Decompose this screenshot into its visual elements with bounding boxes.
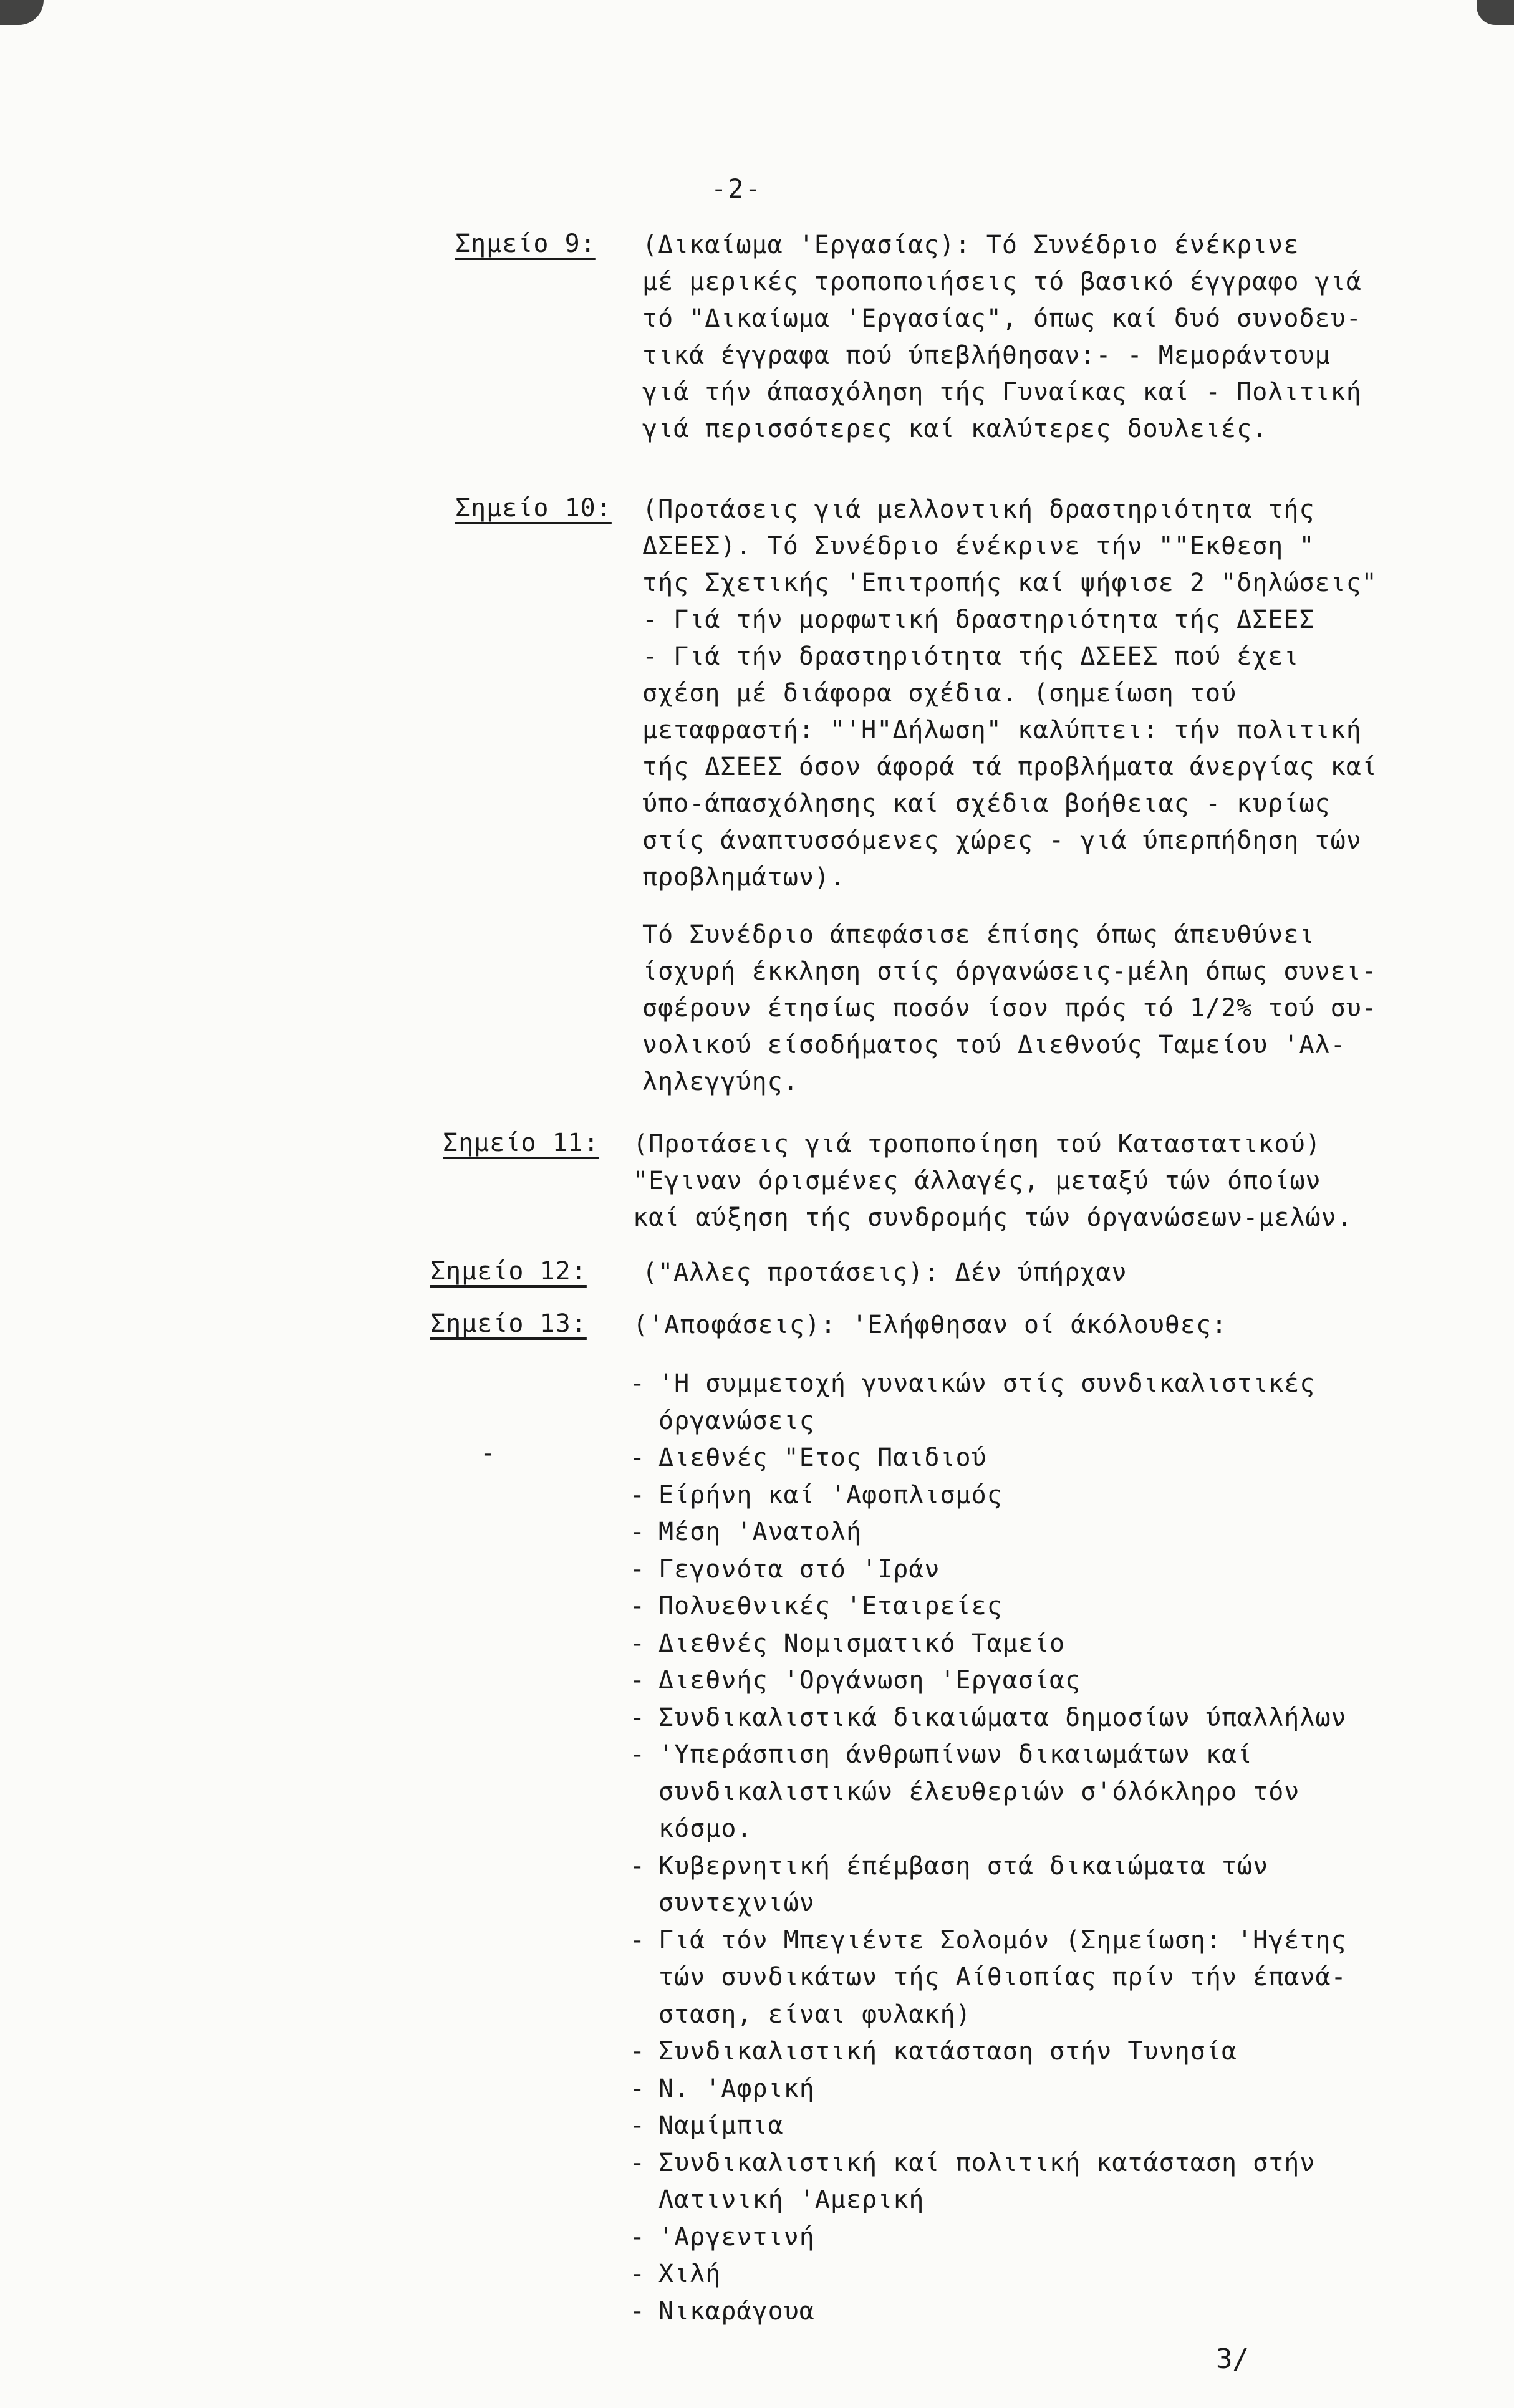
section-paragraph <box>642 917 1428 1100</box>
list-item: - Γιά τόν Μπεγιέντε Σολομόν (Σημείωση: 'Ηγέτης τών συνδικάτων τής Αίθιοπίας πρίν τήν έπανά- σταση, είναι φυλακή) <box>630 1925 1347 2029</box>
text-line: ληλεγγύης. <box>642 1067 799 1096</box>
text-line: ύπο-άπασχόλησης καί σχέδια βοήθειας - κυρίως <box>642 789 1331 818</box>
section-label: Σημείο 11: <box>443 1129 599 1157</box>
text-line: σφέρουν έτησίως ποσόν ίσον πρός τό 1/2% τού συ- <box>642 994 1377 1023</box>
text-line: προβλημάτων). <box>642 863 846 892</box>
text-line: - Γιά τήν δραστηριότητα τής ΔΣΕΕΣ πού έχει <box>642 642 1299 671</box>
list-item: - Συνδικαλιστικά δικαιώματα δημοσίων ύπαλλήλων <box>630 1703 1347 1732</box>
scan-artifact <box>1477 0 1514 25</box>
text-line: ΔΣΕΕΣ). Τό Συνέδριο ένέκρινε τήν ""Εκθεση " <box>642 532 1315 561</box>
text-line: μέ μερικές τροποποιήσεις τό βασικό έγγραφο γιά <box>642 267 1362 296</box>
list-item: - Γεγονότα στό 'Ιράν <box>630 1554 940 1584</box>
section-label: Σημείο 9: <box>455 229 596 258</box>
text-line: τής ΔΣΕΕΣ όσον άφορά τά προβλήματα άνεργίας καί <box>642 753 1377 781</box>
list-item: - 'Η συμμετοχή γυναικών στίς συνδικαλιστικές όργανώσεις <box>630 1369 1316 1435</box>
text-line: τής Σχετικής 'Επιτροπής καί ψήφισε 2 "δηλώσεις" <box>642 569 1377 597</box>
section-text <box>642 1255 1428 1291</box>
text-line: στίς άναπτυσσόμενες χώρες - γιά ύπερπήδηση τών <box>642 826 1362 855</box>
text-line: νολικού είσοδήματος τού Διεθνούς Ταμείου 'Αλ- <box>642 1031 1346 1059</box>
list-item: - Διεθνές Νομισματικό Ταμείο <box>630 1629 1066 1658</box>
text-line: γιά περισσότερες καί καλύτερες δουλειές. <box>642 415 1268 443</box>
text-line: Τό Συνέδριο άπεφάσισε έπίσης όπως άπευθύνει <box>642 920 1315 949</box>
list-item: - Συνδικαλιστική κατάσταση στήν Τυνησία <box>630 2037 1238 2066</box>
section-label: Σημείο 13: <box>430 1309 587 1338</box>
margin-mark: - <box>480 1439 496 1468</box>
section-label: Σημείο 10: <box>455 494 612 523</box>
section-text <box>642 227 1428 448</box>
list-item: - Ναμίμπια <box>630 2111 784 2140</box>
page-number: -2- <box>711 173 762 204</box>
text-line: ('Αποφάσεις): 'Ελήφθησαν οί άκόλουθες: <box>633 1311 1228 1339</box>
text-line: ίσχυρή έκκληση στίς όργανώσεις-μέλη όπως συνει- <box>642 957 1377 986</box>
text-line: καί αύξηση τής συνδρομής τών όργανώσεων-μελών. <box>633 1203 1352 1232</box>
list-item: - Κυβερνητική έπέμβαση στά δικαιώματα τών συντεχνιών <box>630 1851 1269 1917</box>
list-item: - 'Αργεντινή <box>630 2222 815 2251</box>
list-item: - Διεθνές "Ετος Παιδιού <box>630 1443 987 1472</box>
list-item: - Είρήνη καί 'Αφοπλισμός <box>630 1480 1003 1510</box>
list-item: - Μέση 'Ανατολή <box>630 1518 862 1546</box>
text-line: ("Αλλες προτάσεις): Δέν ύπήρχαν <box>642 1258 1127 1287</box>
section-text <box>633 1307 1419 1344</box>
list-item: - Συνδικαλιστική καί πολιτική κατάσταση στήν Λατινική 'Αμερική <box>630 2148 1316 2214</box>
resolutions-list <box>630 1365 1347 2330</box>
list-item: - Χιλή <box>630 2260 721 2288</box>
text-line: (Προτάσεις γιά μελλοντική δραστηριότητα τής <box>642 495 1315 524</box>
text-line: μεταφραστή: "'Η"Δήλωση" καλύπτει: τήν πολιτική <box>642 716 1362 744</box>
list-item: - 'Υπεράσπιση άνθρωπίνων δικαιωμάτων καί συνδικαλιστικών έλευθεριών σ'όλόκληρο τόν κόσμο. <box>630 1740 1300 1843</box>
text-line: (Προτάσεις γιά τροποποίηση τού Καταστατικού) <box>633 1130 1321 1158</box>
text-line: γιά τήν άπασχόληση τής Γυναίκας καί - Πολιτική <box>642 378 1362 407</box>
text-line: σχέση μέ διάφορα σχέδια. (σημείωση τού <box>642 679 1237 708</box>
section-label: Σημείο 12: <box>430 1257 587 1286</box>
list-item: - Νικαράγουα <box>630 2296 815 2326</box>
list-item: - Διεθνής 'Οργάνωση 'Εργασίας <box>630 1666 1081 1695</box>
text-line: (Δικαίωμα 'Εργασίας): Τό Συνέδριο ένέκρινε <box>642 231 1299 259</box>
list-item: - Ν. 'Αφρική <box>630 2074 815 2103</box>
scan-artifact <box>0 0 44 25</box>
text-line: τό "Δικαίωμα 'Εργασίας", όπως καί δυό συνοδευ- <box>642 304 1362 333</box>
section-text <box>642 491 1428 896</box>
text-line: "Εγιναν όρισμένες άλλαγές, μεταξύ τών όποίων <box>633 1167 1321 1195</box>
list-item: - Πολυεθνικές 'Εταιρείες <box>630 1592 1003 1621</box>
continuation-page-marker: 3/ <box>1216 2343 1249 2375</box>
section-text <box>633 1126 1419 1236</box>
text-line: - Γιά τήν μορφωτική δραστηριότητα τής ΔΣΕΕΣ <box>642 605 1315 634</box>
text-line: τικά έγγραφα πού ύπεβλήθησαν:- - Μεμοράντουμ <box>642 341 1331 370</box>
